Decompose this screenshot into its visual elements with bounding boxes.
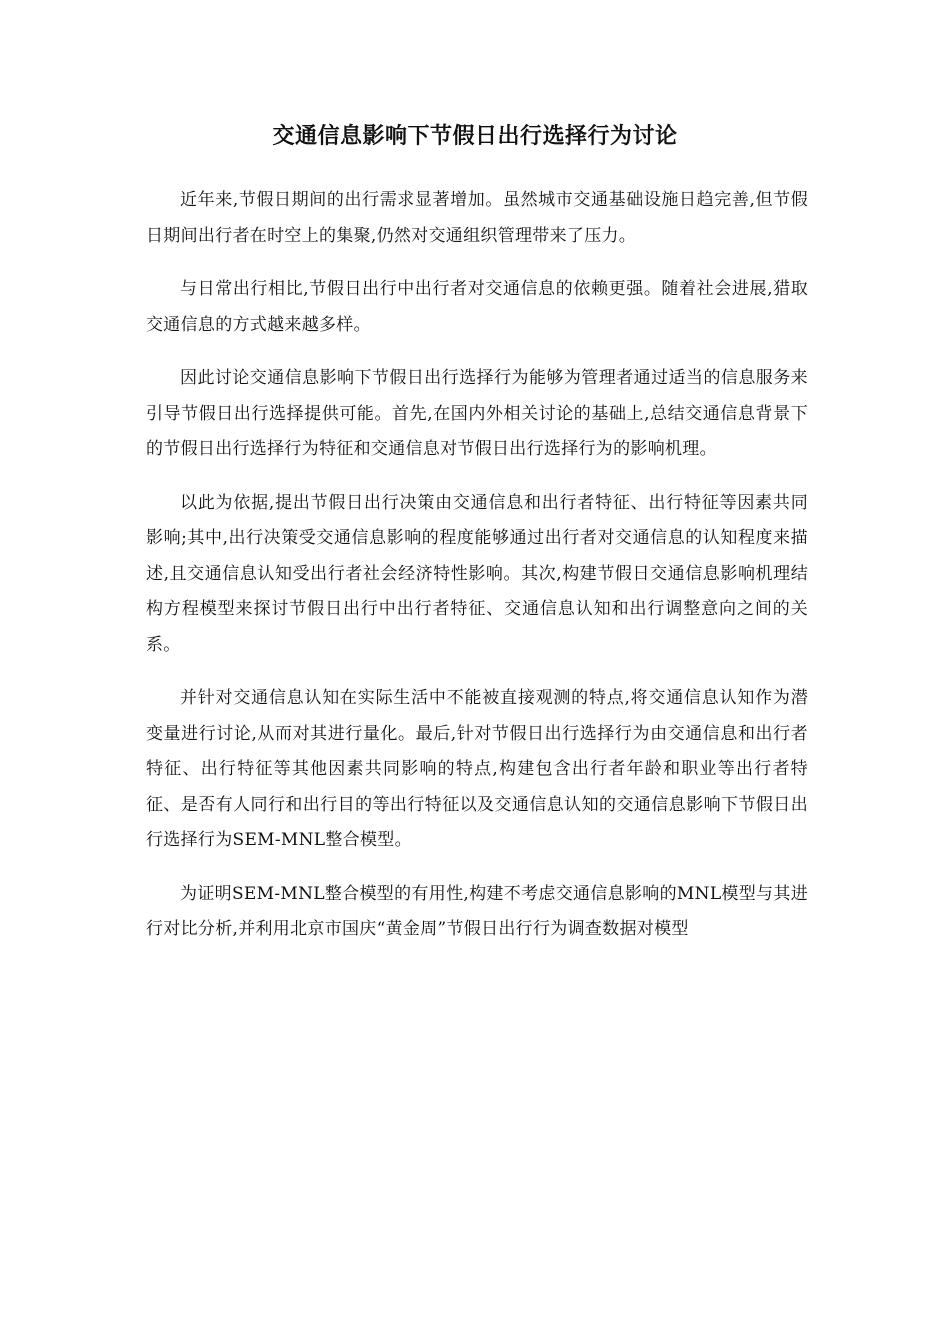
paragraph-4: 以此为依据,提出节假日出行决策由交通信息和出行者特征、出行特征等因素共同影响;其中,出行决策受交通信息影响的程度能够通过出行者对交通信息的认知程度来描述,且交通信息认知受出行者社会经济特性影响。其次,构建节假日交通信息影响机理结构方程模型来探讨节假日出行中出行者特征、交通信息认知和出行调整意向之间的关系。 [146, 492, 808, 655]
document-title: 交通信息影响下节假日出行选择行为讨论 [272, 123, 678, 149]
paragraph-1: 近年来,节假日期间的出行需求显著增加。虽然城市交通基础设施日趋完善,但节假日期间出行者在时空上的集聚,仍然对交通组织管理带来了压力。 [146, 190, 808, 246]
paragraph-6: 为证明SEM-MNL整合模型的有用性,构建不考虑交通信息影响的MNL模型与其进行对比分析,并利用北京市国庆“黄金周”节假日出行行为调查数据对模型 [146, 883, 808, 939]
paragraph-3: 因此讨论交通信息影响下节假日出行选择行为能够为管理者通过适当的信息服务来引导节假日出行选择提供可能。首先,在国内外相关讨论的基础上,总结交通信息背景下的节假日出行选择行为特征和交通信息对节假日出行选择行为的影响机理。 [146, 368, 808, 459]
paragraph-5: 并针对交通信息认知在实际生活中不能被直接观测的特点,将交通信息认知作为潜变量进行讨论,从而对其进行量化。最后,针对节假日出行选择行为由交通信息和出行者特征、出行特征等其他因素共同影响的特点,构建包含出行者年龄和职业等出行者特征、是否有人同行和出行目的等出行特征以及交通信息认知的交通信息影响下节假日出行选择行为SEM-MNL整合模型。 [146, 688, 808, 850]
document-body [146, 183, 808, 966]
paragraph-2: 与日常出行相比,节假日出行中出行者对交通信息的依赖更强。随着社会进展,猎取交通信息的方式越来越多样。 [146, 279, 808, 335]
